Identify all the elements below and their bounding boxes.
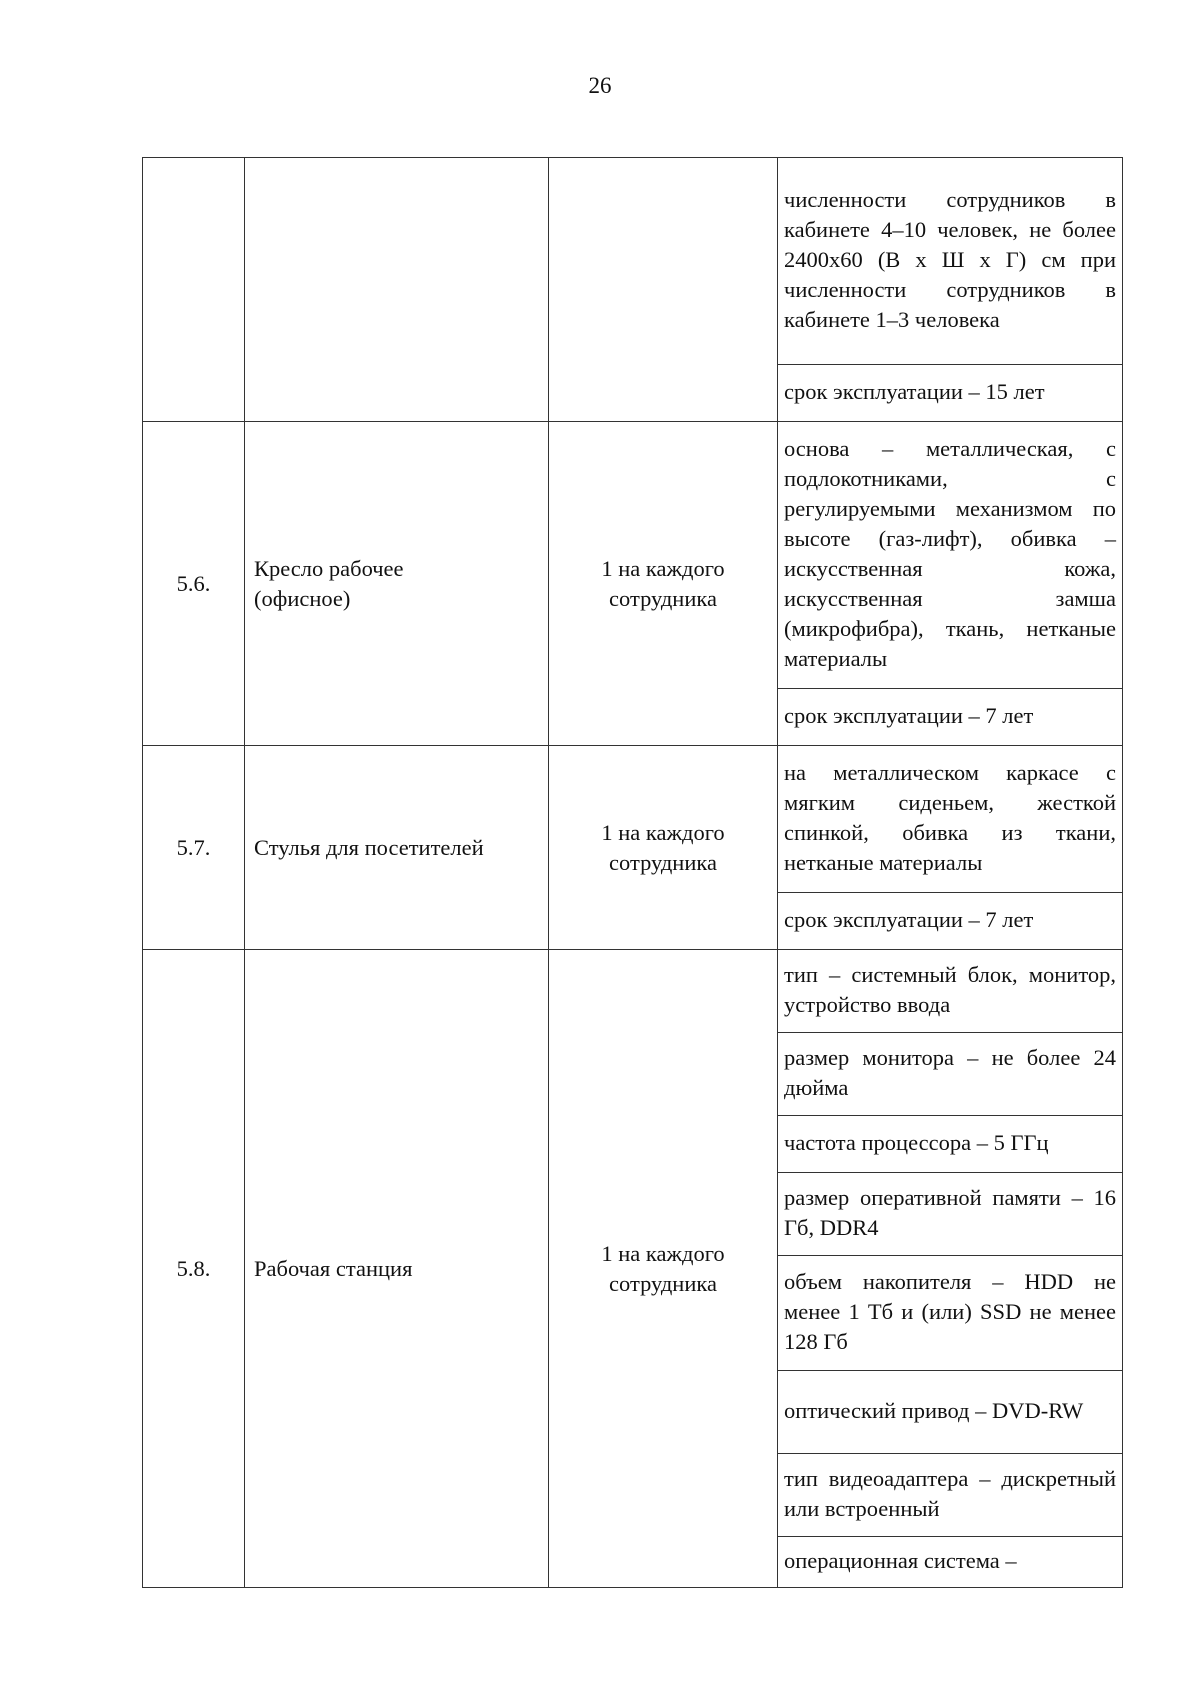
quantity-line: 1 на каждого [601, 1240, 725, 1266]
row-number-cell: 5.7. [143, 746, 245, 950]
item-name-cell [245, 422, 549, 746]
spec-cell: численности сотрудников в кабинете 4–10 человек, не более 2400х60 (В х Ш х Г) см при численности сотрудников в кабинете 1–3 человека [778, 158, 1123, 365]
quantity-line: сотрудника [609, 585, 717, 611]
spec-cell: срок эксплуатации – 15 лет [778, 365, 1123, 422]
quantity-cell [549, 746, 778, 950]
quantity-line: сотрудника [609, 849, 717, 875]
spec-cell: размер оперативной памяти – 16 Гб, DDR4 [778, 1173, 1123, 1256]
spec-cell: оптический привод – DVD-RW [778, 1371, 1123, 1454]
page-number: 26 [588, 73, 612, 98]
quantity-line: 1 на каждого [601, 555, 725, 581]
spec-cell: тип видеоадаптера – дискретный или встроенный [778, 1454, 1123, 1537]
quantity-cell [549, 950, 778, 1588]
item-name-line: Кресло рабочее [254, 555, 404, 581]
spec-cell: на металлическом каркасе с мягким сиденьем, жесткой спинкой, обивка из ткани, нетканые материалы [778, 746, 1123, 893]
quantity-cell [549, 158, 778, 422]
spec-cell: срок эксплуатации – 7 лет [778, 689, 1123, 746]
table-row [143, 422, 1123, 689]
spec-cell: операционная система – [778, 1537, 1123, 1588]
quantity-cell [549, 422, 778, 746]
row-number-cell: 5.8. [143, 950, 245, 1588]
spec-cell: объем накопителя – HDD не менее 1 Тб и (или) SSD не менее 128 Гб [778, 1256, 1123, 1371]
table-row [143, 950, 1123, 1033]
quantity-line: 1 на каждого [601, 819, 725, 845]
spec-cell: основа – металлическая, с подлокотниками, с регулируемыми механизмом по высоте (газ-лифт), обивка – искусственная кожа, искусственная замша (микрофибра), ткань, нетканые материалы [778, 422, 1123, 689]
table-row [143, 158, 1123, 365]
quantity-line: сотрудника [609, 1270, 717, 1296]
item-name-line: (офисное) [254, 585, 351, 611]
spec-cell: срок эксплуатации – 7 лет [778, 893, 1123, 950]
equipment-norms-table [142, 157, 1123, 1588]
table-row [143, 746, 1123, 893]
item-name-cell: Стулья для посетителей [245, 746, 549, 950]
spec-cell: размер монитора – не более 24 дюйма [778, 1033, 1123, 1116]
item-name-cell [245, 158, 549, 422]
spec-cell: тип – системный блок, монитор, устройство ввода [778, 950, 1123, 1033]
row-number-cell [143, 158, 245, 422]
row-number-cell: 5.6. [143, 422, 245, 746]
spec-cell: частота процессора – 5 ГГц [778, 1116, 1123, 1173]
item-name-cell: Рабочая станция [245, 950, 549, 1588]
